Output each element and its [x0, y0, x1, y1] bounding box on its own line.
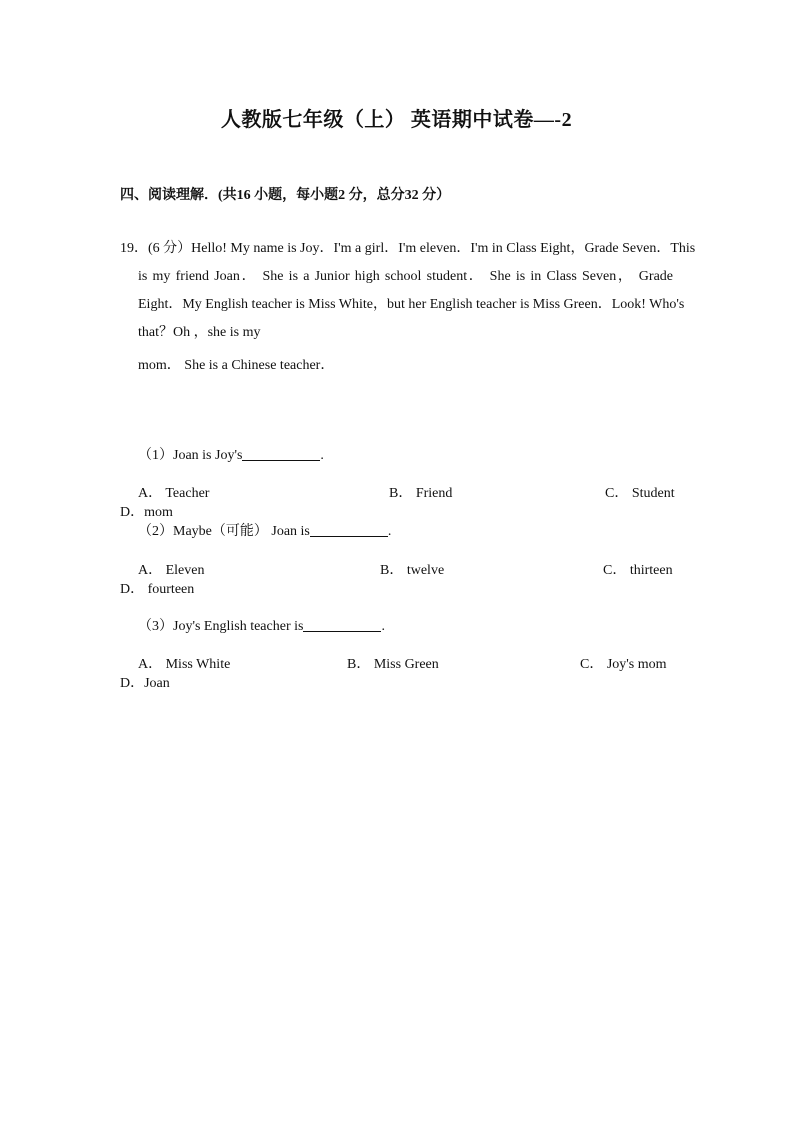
passage-line: mom． She is a Chinese teacher． [138, 358, 335, 373]
option-c[interactable]: C． Joy's mom [580, 657, 667, 672]
passage-line: that？Oh ，she is my [138, 325, 261, 340]
option-a[interactable]: A． Miss White [138, 657, 231, 672]
page-title: 人教版七年级（上） 英语期中试卷—-2 [220, 109, 573, 131]
section-heading: 四、阅读理解．(共16 小题，每小题2 分，总分32 分） [120, 188, 451, 203]
passage-line: 19．(6 分）Hello! My name is Joy．I'm a girl．I'm eleven．I'm in Class Eight，Grade Seven．This [120, 241, 696, 256]
question-stem [138, 615, 385, 635]
question-text: （1）Joan is Joy's [138, 448, 243, 463]
passage-line: Eight．My English teacher is Miss White，but her English teacher is Miss Green．Look! Who's [138, 297, 685, 312]
question-end: . [381, 619, 385, 634]
question-text: （3）Joy's English teacher is [138, 619, 304, 634]
question-stem [138, 520, 391, 540]
question-text: （2）Maybe（可能） Joan is [138, 524, 310, 539]
answer-blank[interactable] [310, 522, 388, 537]
option-a[interactable]: A． Teacher [138, 486, 210, 501]
option-b[interactable]: B． twelve [380, 563, 445, 578]
answer-blank[interactable] [303, 617, 381, 632]
option-c[interactable]: C． thirteen [603, 563, 673, 578]
option-a[interactable]: A． Eleven [138, 563, 205, 578]
option-c[interactable]: C． Student [605, 486, 675, 501]
answer-blank[interactable] [242, 446, 320, 461]
question-end: . [320, 448, 324, 463]
option-d[interactable]: D．Joan [120, 676, 170, 691]
passage-line: is my friend Joan． She is a Junior high school student． She is in Class Seven， Grade [138, 269, 673, 284]
question-stem [138, 444, 324, 464]
option-d[interactable]: D． fourteen [120, 582, 195, 597]
option-b[interactable]: B． Miss Green [347, 657, 439, 672]
option-b[interactable]: B． Friend [389, 486, 453, 501]
option-d[interactable]: D．mom [120, 505, 173, 520]
question-end: . [387, 524, 392, 539]
